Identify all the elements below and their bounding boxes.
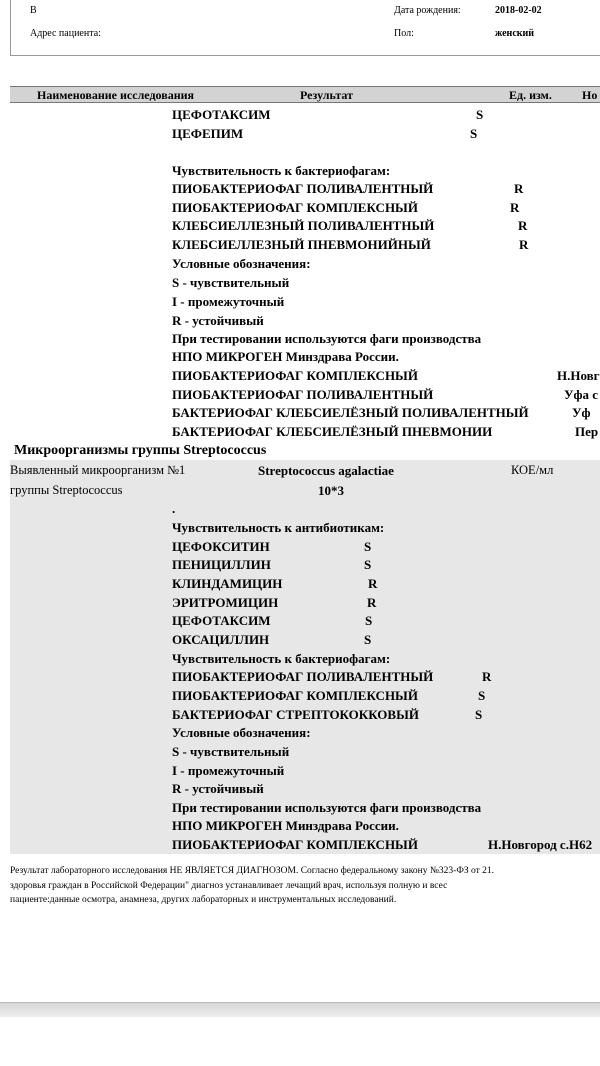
antibiotic-value: S xyxy=(364,632,372,647)
separator-dot: . xyxy=(172,501,176,516)
phage-heading: Чувствительность к бактериофагам: xyxy=(172,651,391,666)
phage-value: R xyxy=(510,200,520,215)
antibiotic-value: R xyxy=(368,576,378,591)
legend-item: R - устойчивый xyxy=(172,781,264,796)
manufacturer-place: Н.Новг xyxy=(557,368,600,383)
antibiotic-name: ЦЕФЕПИМ xyxy=(172,126,244,141)
antibiotic-value: S xyxy=(364,557,372,572)
phage-name: ПИОБАКТЕРИОФАГ КОМПЛЕКСНЫЙ xyxy=(172,200,418,215)
organism-count: 10*3 xyxy=(318,483,344,498)
legend-item: R - устойчивый xyxy=(172,313,264,328)
address-label: Адрес пациента: xyxy=(30,28,101,39)
phage-value: S xyxy=(478,688,486,703)
antibiotic-name: ПЕНИЦИЛЛИН xyxy=(172,557,271,572)
phage-value: R xyxy=(518,218,528,233)
phage-value: R xyxy=(482,669,492,684)
antibiotic-value: S xyxy=(365,613,373,628)
sex-value: женский xyxy=(495,28,535,39)
col-result-header: Результат xyxy=(300,88,354,102)
antibiotic-name: ОКСАЦИЛЛИН xyxy=(172,632,270,647)
antibiotic-name: ЦЕФОТАКСИМ xyxy=(172,613,271,628)
organism-label: группы Streptococcus xyxy=(10,483,123,497)
manufacturer-phage: БАКТЕРИОФАГ КЛЕБСИЕЛЁЗНЫЙ ПНЕВМОНИИ xyxy=(172,424,493,439)
manufacturer-note: НПО МИКРОГЕН Минздрава России. xyxy=(172,818,399,833)
patient-name: В xyxy=(30,5,37,16)
manufacturer-place: Уф xyxy=(572,405,591,420)
manufacturer-note: При тестировании используются фаги производства xyxy=(172,800,482,815)
legend-item: I - промежуточный xyxy=(172,763,285,778)
page-bottom-divider xyxy=(0,1002,600,1017)
manufacturer-place: Пер xyxy=(575,424,599,439)
sex-label: Пол: xyxy=(394,28,414,39)
phage-value: R xyxy=(514,181,524,196)
manufacturer-note: При тестировании используются фаги производства xyxy=(172,331,482,346)
organism-label: Выявленный микроорганизм №1 xyxy=(10,463,186,477)
legend-item: I - промежуточный xyxy=(172,294,285,309)
dob-label: Дата рождения: xyxy=(394,5,461,16)
phage-name: ПИОБАКТЕРИОФАГ ПОЛИВАЛЕНТНЫЙ xyxy=(172,181,434,196)
antibiotic-value: R xyxy=(367,595,377,610)
antibiotic-value: S xyxy=(470,126,478,141)
legend-heading: Условные обозначения: xyxy=(172,725,311,740)
disclaimer-line: Результат лабораторного исследования НЕ ЯВЛЯЕТСЯ ДИАГНОЗОМ. Согласно федеральному закону №323-ФЗ от 21. xyxy=(10,866,494,876)
phage-name: БАКТЕРИОФАГ СТРЕПТОКОККОВЫЙ xyxy=(172,707,419,722)
col-name-header: Наименование исследования xyxy=(37,88,195,102)
legend-item: S - чувствительный xyxy=(172,744,290,759)
phage-heading: Чувствительность к бактериофагам: xyxy=(172,163,391,178)
manufacturer-place: Н.Новгород с.Н62 xyxy=(488,837,593,852)
organism-name: Streptococcus agalactiae xyxy=(258,463,394,478)
phage-name: ПИОБАКТЕРИОФАГ КОМПЛЕКСНЫЙ xyxy=(172,688,418,703)
antibiotic-name: ЭРИТРОМИЦИН xyxy=(172,595,279,610)
manufacturer-note: НПО МИКРОГЕН Минздрава России. xyxy=(172,349,399,364)
antibiotic-name: ЦЕФОТАКСИМ xyxy=(172,107,271,122)
legend-item: S - чувствительный xyxy=(172,275,290,290)
phage-name: ПИОБАКТЕРИОФАГ ПОЛИВАЛЕНТНЫЙ xyxy=(172,669,434,684)
antibiotic-value: S xyxy=(364,539,372,554)
manufacturer-phage: ПИОБАКТЕРИОФАГ КОМПЛЕКСНЫЙ xyxy=(172,837,418,852)
phage-value: R xyxy=(519,237,529,252)
phage-name: КЛЕБСИЕЛЛЕЗНЫЙ ПОЛИВАЛЕНТНЫЙ xyxy=(172,218,435,233)
legend-heading: Условные обозначения: xyxy=(172,256,311,271)
phage-value: S xyxy=(475,707,483,722)
antibiotic-heading: Чувствительность к антибиотикам: xyxy=(172,520,385,535)
manufacturer-place: Уфа с xyxy=(564,387,599,402)
antibiotic-name: ЦЕФОКСИТИН xyxy=(172,539,270,554)
antibiotic-name: КЛИНДАМИЦИН xyxy=(172,576,283,591)
results-table-header xyxy=(10,86,600,103)
disclaimer-line: пациенте:данные осмотра, анамнеза, других лабораторных и инструментальных исследований. xyxy=(10,895,397,905)
diagnosis-disclaimer xyxy=(10,864,600,908)
manufacturer-phage: БАКТЕРИОФАГ КЛЕБСИЕЛЁЗНЫЙ ПОЛИВАЛЕНТНЫЙ xyxy=(172,405,529,420)
col-norm-header: Но xyxy=(582,88,598,102)
antibiotic-value: S xyxy=(476,107,484,122)
disclaimer-line: здоровья граждан в Российской Федерации" диагноз устанавливает лечащий врач, используя полную и всес xyxy=(10,880,448,891)
manufacturer-phage: ПИОБАКТЕРИОФАГ КОМПЛЕКСНЫЙ xyxy=(172,368,418,383)
manufacturer-phage: ПИОБАКТЕРИОФАГ ПОЛИВАЛЕНТНЫЙ xyxy=(172,387,434,402)
dob-value: 2018-02-02 xyxy=(495,5,542,16)
phage-name: КЛЕБСИЕЛЛЕЗНЫЙ ПНЕВМОНИЙНЫЙ xyxy=(172,237,431,252)
col-units-header: Ед. изм. xyxy=(509,88,552,102)
organism-units: КОЕ/мл xyxy=(511,463,554,477)
group-title: Микроорганизмы группы Streptococcus xyxy=(14,443,267,458)
